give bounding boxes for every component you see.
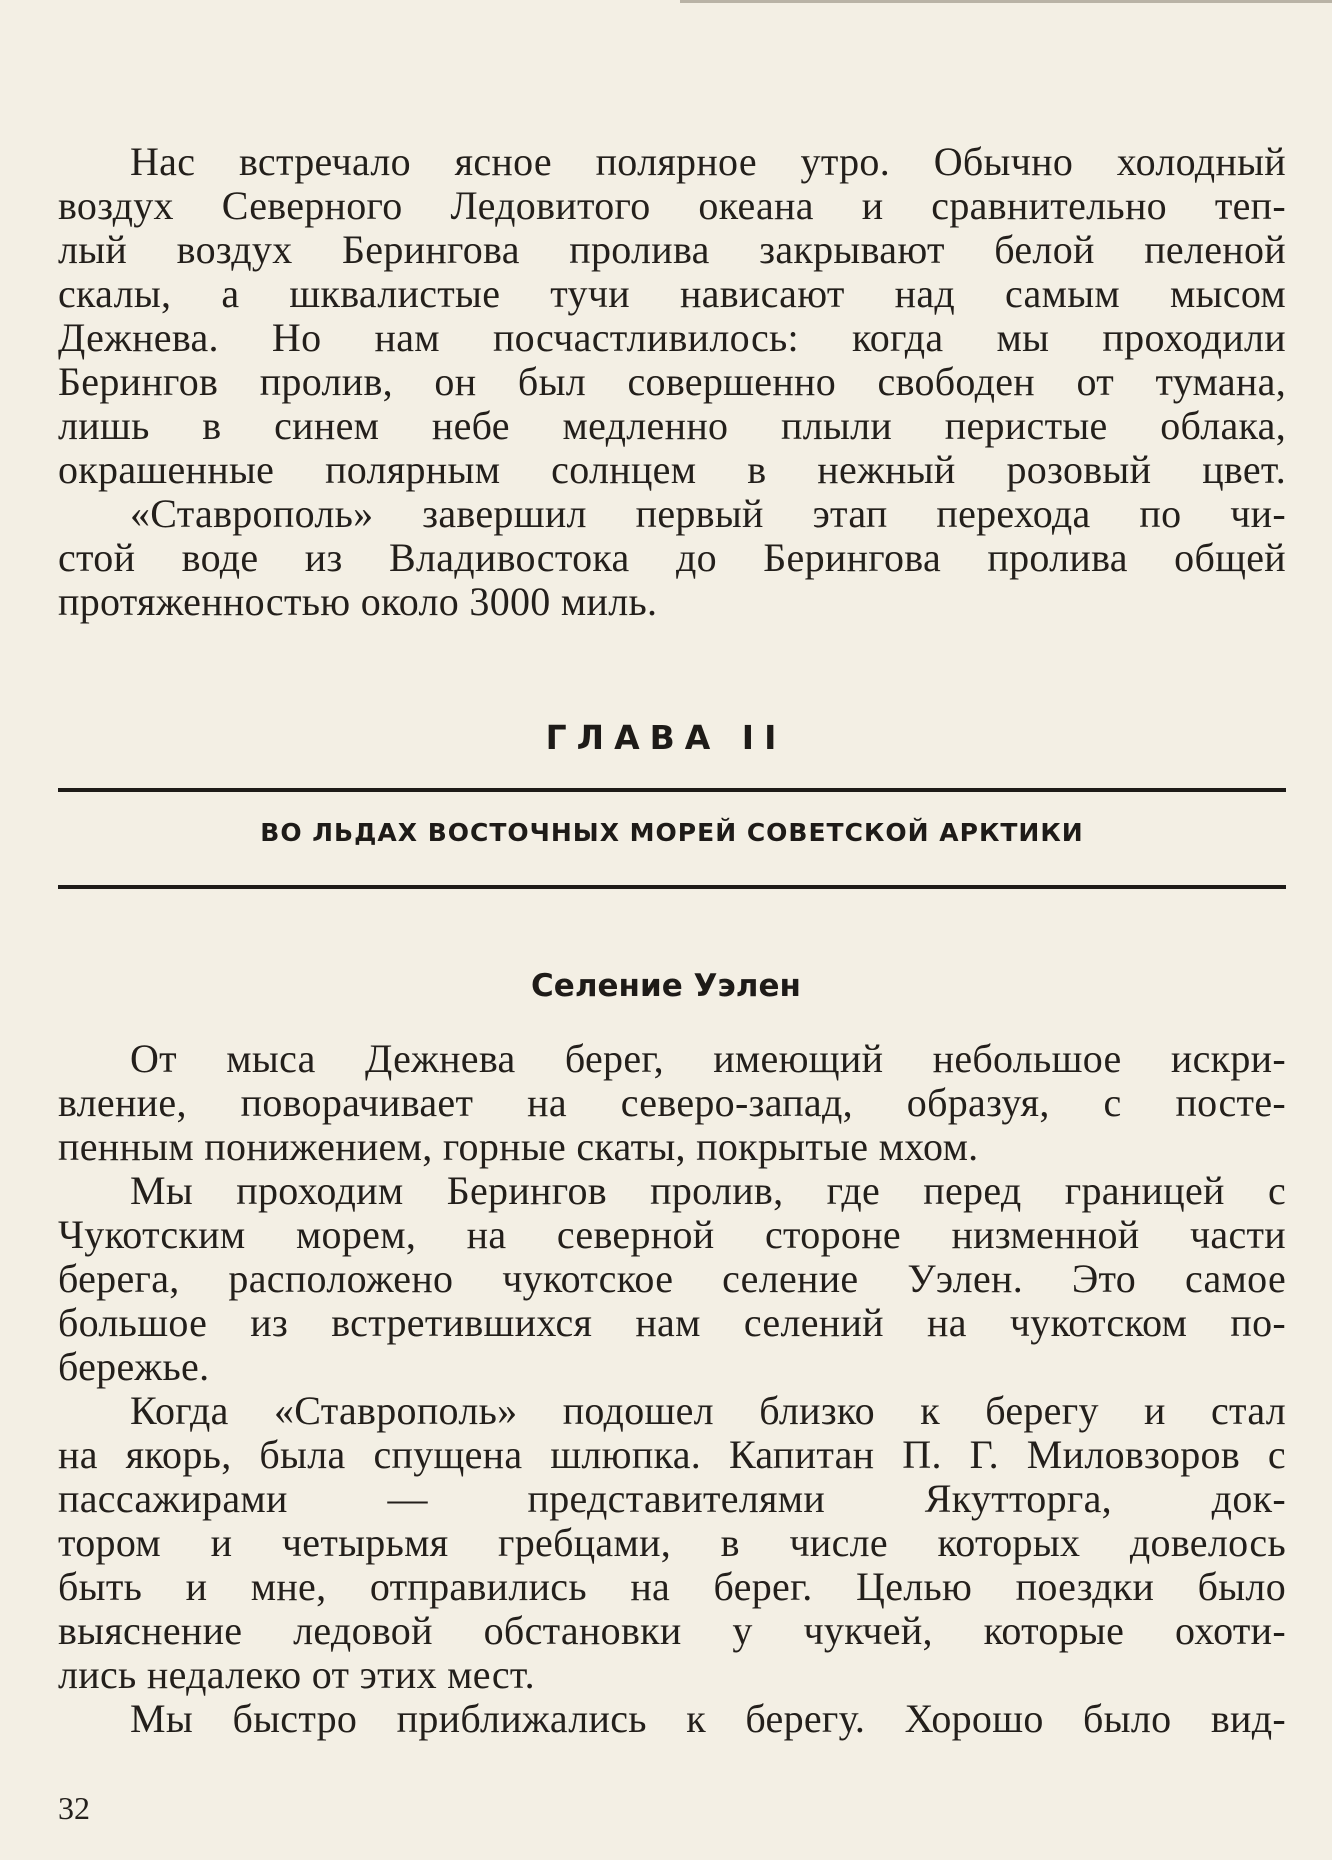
paragraph-line: «Ставрополь» завершил первый этап перехода по чи- bbox=[130, 491, 1286, 536]
paragraph-line: Берингов пролив, он был совершенно свободен от тумана, bbox=[58, 359, 1286, 404]
paragraph-line: окрашенные полярным солнцем в нежный розовый цвет. bbox=[58, 447, 1286, 492]
paragraph-line: стой воде из Владивостока до Берингова пролива общей bbox=[58, 535, 1286, 580]
paragraph-line: протяженностью около 3000 миль. bbox=[58, 579, 658, 624]
paragraph-line: Когда «Ставрополь» подошел близко к берегу и стал bbox=[130, 1388, 1286, 1433]
paragraph-line: лись недалеко от этих мест. bbox=[58, 1652, 535, 1697]
paragraph-line: вление, поворачивает на северо-запад, образуя, с посте- bbox=[58, 1080, 1286, 1125]
paragraph-line: воздух Северного Ледовитого океана и сравнительно теп- bbox=[58, 183, 1286, 228]
paragraph-line: Чукотским морем, на северной стороне низменной части bbox=[58, 1212, 1286, 1257]
paragraph-line: Мы проходим Берингов пролив, где перед границей с bbox=[130, 1168, 1286, 1213]
chapter-rule-top bbox=[58, 788, 1286, 792]
paragraph-line: Мы быстро приближались к берегу. Хорошо было вид- bbox=[130, 1696, 1286, 1741]
chapter-rule-bottom bbox=[58, 885, 1286, 889]
paragraph-line: бережье. bbox=[58, 1344, 210, 1389]
bottom-text-block bbox=[58, 1037, 1286, 1741]
paragraph-line: пенным понижением, горные скаты, покрытые мхом. bbox=[58, 1124, 979, 1169]
paragraph-line: тором и четырьмя гребцами, в числе которых довелось bbox=[58, 1520, 1286, 1565]
paragraph-line: выяснение ледовой обстановки у чукчей, которые охоти- bbox=[58, 1608, 1286, 1653]
paragraph-line: большое из встретившихся нам селений на чукотском по- bbox=[58, 1300, 1286, 1345]
paragraph-line: лый воздух Берингова пролива закрывают белой пеленой bbox=[58, 227, 1286, 272]
top-text-block bbox=[58, 140, 1286, 624]
paragraph-line: быть и мне, отправились на берег. Целью поездки было bbox=[58, 1564, 1286, 1609]
chapter-label: ГЛАВА II bbox=[545, 718, 787, 757]
paragraph-line: От мыса Дежнева берег, имеющий небольшое искри- bbox=[130, 1036, 1286, 1081]
scan-edge-line bbox=[680, 0, 1332, 3]
paragraph-line: скалы, а шквалистые тучи нависают над самым мысом bbox=[58, 271, 1286, 316]
paragraph-line: Нас встречало ясное полярное утро. Обычно холодный bbox=[130, 139, 1286, 184]
section-title: Селение Уэлен bbox=[531, 968, 801, 1004]
paragraph-line: Дежнева. Но нам посчастливилось: когда мы проходили bbox=[58, 315, 1286, 360]
paragraph-line: на якорь, была спущена шлюпка. Капитан П. Г. Миловзоров с пассажирами — представителями Якутторга, док- bbox=[58, 1432, 1286, 1521]
chapter-title: ВО ЛЬДАХ ВОСТОЧНЫХ МОРЕЙ СОВЕТСКОЙ АРКТИКИ bbox=[260, 818, 1084, 847]
page-number: 32 bbox=[58, 1790, 90, 1826]
paragraph-line: лишь в синем небе медленно плыли перистые облака, bbox=[58, 403, 1286, 448]
paragraph-line: берега, расположено чукотское селение Уэлен. Это самое bbox=[58, 1256, 1286, 1301]
